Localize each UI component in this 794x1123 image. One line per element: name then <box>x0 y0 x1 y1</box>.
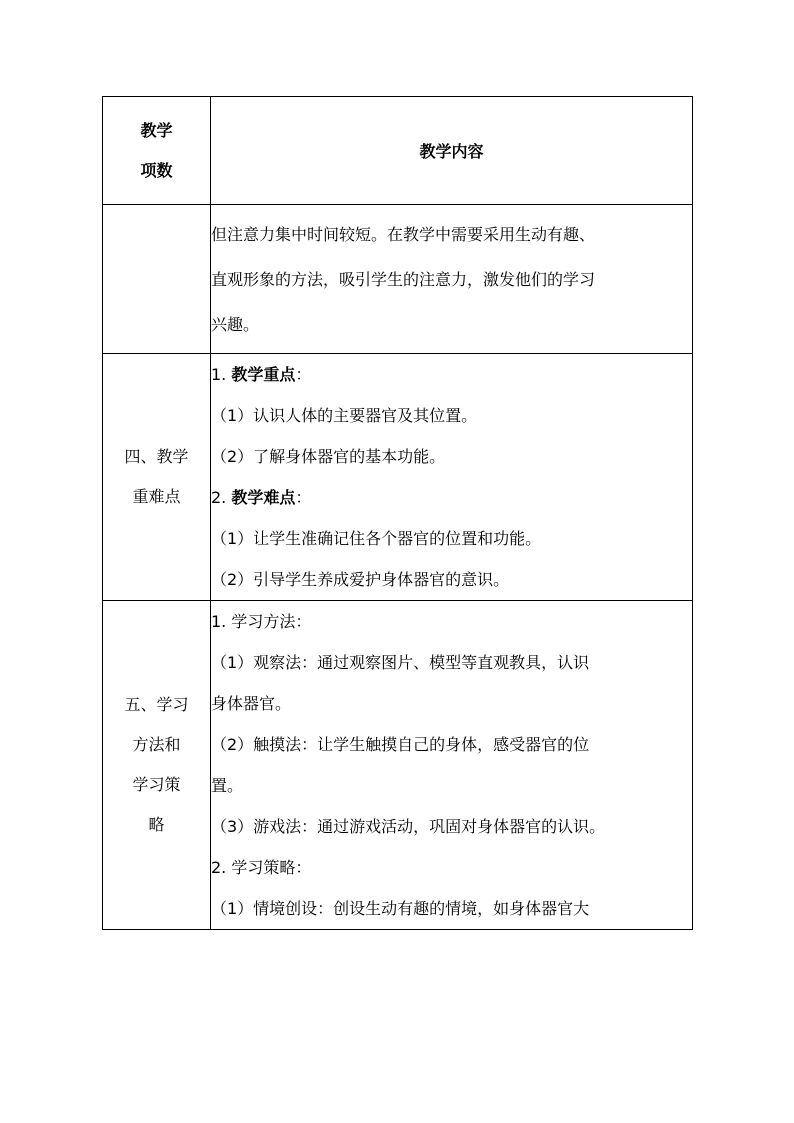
content-line: 置。 <box>211 776 244 795</box>
header-item-line: 教学 <box>140 120 173 140</box>
difficult-points-title: 教学难点 <box>231 488 296 507</box>
header-item-cell <box>103 97 211 205</box>
list-item: （1）让学生准确记住各个器官的位置和功能。 <box>211 529 542 548</box>
item-cell-empty <box>103 205 211 354</box>
table-row-difficulties <box>103 354 693 601</box>
table-row-methods <box>103 601 693 930</box>
lesson-plan-table <box>102 96 693 930</box>
item-label-line: 五、学习 <box>124 695 189 714</box>
content-line: （3）游戏法：通过游戏活动，巩固对身体器官的认识。 <box>211 817 606 836</box>
content-line: 兴趣。 <box>211 314 260 334</box>
content-cell <box>211 205 693 354</box>
content-line: （1）情境创设：创设生动有趣的情境，如身体器官大 <box>211 899 590 918</box>
item-label-line: 略 <box>148 815 165 834</box>
item-label-line: 学习策 <box>132 775 181 794</box>
header-item-line: 项数 <box>140 160 173 180</box>
table-row-continuation <box>103 205 693 354</box>
content-line: （2）触摸法：让学生触摸自己的身体，感受器官的位 <box>211 735 590 754</box>
list-item: （1）认识人体的主要器官及其位置。 <box>211 406 478 425</box>
content-line: （1）观察法：通过观察图片、模型等直观教具，认识 <box>211 653 590 672</box>
content-cell <box>211 354 693 601</box>
item-cell <box>103 601 211 930</box>
content-cell <box>211 601 693 930</box>
key-points-heading: 1. 教学重点： <box>211 365 312 384</box>
table-header-row <box>103 97 693 205</box>
item-label-line: 重难点 <box>132 487 181 506</box>
item-label-line: 四、教学 <box>124 447 189 466</box>
header-content-cell <box>211 97 693 205</box>
list-item: （2）引导学生养成爱护身体器官的意识。 <box>211 570 510 589</box>
key-points-title: 教学重点 <box>231 365 296 384</box>
difficult-points-heading: 2. 教学难点： <box>211 488 312 507</box>
content-line: 1. 学习方法： <box>211 612 312 631</box>
item-cell <box>103 354 211 601</box>
item-label-line: 方法和 <box>132 735 181 754</box>
header-content-label: 教学内容 <box>419 142 484 161</box>
content-line: 直观形象的方法，吸引学生的注意力，激发他们的学习 <box>211 269 596 289</box>
content-line: 身体器官。 <box>211 694 292 713</box>
content-line: 但注意力集中时间较短。在教学中需要采用生动有趣、 <box>211 224 596 244</box>
list-item: （2）了解身体器官的基本功能。 <box>211 447 446 466</box>
content-line: 2. 学习策略： <box>211 858 312 877</box>
